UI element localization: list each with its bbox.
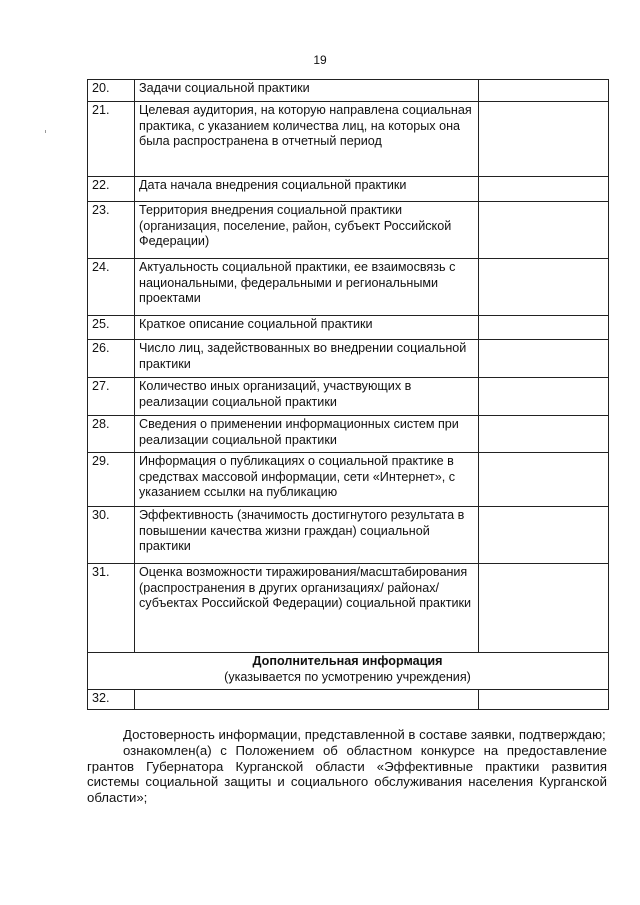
row-label: Число лиц, задействованных во внедрении социальной практики xyxy=(135,340,479,378)
row-value-cell xyxy=(479,102,609,177)
row-number: 23. xyxy=(88,202,135,259)
row-number: 20. xyxy=(88,80,135,102)
row-label: Территория внедрения социальной практики (организация, поселение, район, субъект Российской Федерации) xyxy=(135,202,479,259)
table-row xyxy=(88,564,609,653)
row-number: 29. xyxy=(88,453,135,507)
row-number: 32. xyxy=(88,690,135,710)
row-value-cell xyxy=(479,564,609,653)
row-label: Сведения о применении информационных систем при реализации социальной практики xyxy=(135,416,479,453)
table-row xyxy=(88,80,609,102)
row-number: 30. xyxy=(88,507,135,564)
table-row xyxy=(88,340,609,378)
table-row xyxy=(88,416,609,453)
row-number: 28. xyxy=(88,416,135,453)
row-number: 25. xyxy=(88,316,135,340)
row-label: Оценка возможности тиражирования/масштабирования (распространения в других организациях/ районах/ субъектах Российской Федерации) социальной практики xyxy=(135,564,479,653)
row-value-cell xyxy=(479,80,609,102)
section-header xyxy=(88,653,609,690)
row-value-cell xyxy=(479,259,609,316)
application-form-table xyxy=(87,79,609,710)
row-number: 31. xyxy=(88,564,135,653)
table-row xyxy=(88,102,609,177)
table-row xyxy=(88,177,609,202)
declaration-paragraph: Достоверность информации, представленной в составе заявки, подтверждаю; xyxy=(123,727,606,742)
row-label: Количество иных организаций, участвующих в реализации социальной практики xyxy=(135,378,479,416)
row-label: Целевая аудитория, на которую направлена социальная практика, с указанием количества лиц, на которых она была распространена в отчетный период xyxy=(135,102,479,177)
row-label: Эффективность (значимость достигнутого результата в повышении качества жизни граждан) социальной практики xyxy=(135,507,479,564)
row-number: 26. xyxy=(88,340,135,378)
table-row xyxy=(88,690,609,710)
row-label: Актуальность социальной практики, ее взаимосвязь с национальными, федеральными и региональными проектами xyxy=(135,259,479,316)
row-label: Дата начала внедрения социальной практики xyxy=(135,177,479,202)
section-subtitle: (указывается по усмотрению учреждения) xyxy=(224,669,471,684)
row-value-cell xyxy=(479,340,609,378)
table-row xyxy=(88,378,609,416)
row-value-cell xyxy=(479,378,609,416)
row-label: Информация о публикациях о социальной практике в средствах массовой информации, сети «Интернет», с указанием ссылки на публикацию xyxy=(135,453,479,507)
page-number: 19 xyxy=(313,53,327,67)
row-number: 22. xyxy=(88,177,135,202)
row-value-cell xyxy=(479,690,609,710)
declaration-paragraph: ознакомлен(а) с Положением об областном конкурсе на предоставление грантов Губернатора Курганской области «Эффективные практики развития системы социальной защиты и социального обслуживания населения Курганской области»; xyxy=(87,742,607,806)
row-number: 21. xyxy=(88,102,135,177)
table-row xyxy=(88,507,609,564)
table-row xyxy=(88,259,609,316)
section-header-row xyxy=(88,653,609,690)
declaration-text xyxy=(87,727,607,806)
row-label xyxy=(135,690,479,710)
row-label: Краткое описание социальной практики xyxy=(135,316,479,340)
row-label: Задачи социальной практики xyxy=(135,80,479,102)
table-row xyxy=(88,316,609,340)
row-value-cell xyxy=(479,202,609,259)
row-number: 24. xyxy=(88,259,135,316)
table-row xyxy=(88,453,609,507)
row-value-cell xyxy=(479,416,609,453)
row-value-cell xyxy=(479,507,609,564)
scan-mark xyxy=(45,130,46,133)
section-title: Дополнительная информация xyxy=(252,654,443,668)
row-value-cell xyxy=(479,453,609,507)
row-number: 27. xyxy=(88,378,135,416)
row-value-cell xyxy=(479,177,609,202)
table-row xyxy=(88,202,609,259)
row-value-cell xyxy=(479,316,609,340)
